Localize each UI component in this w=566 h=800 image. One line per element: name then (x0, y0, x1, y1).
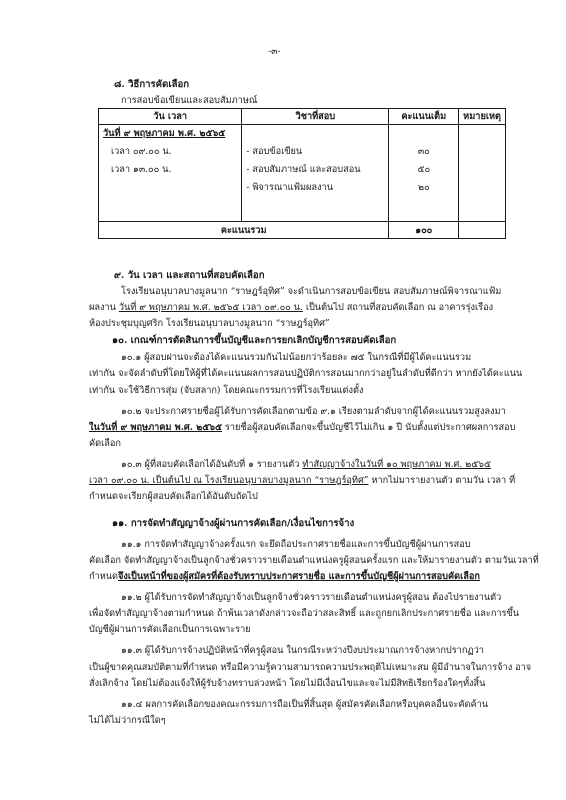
score-portfolio: ๒๐ (417, 182, 430, 193)
score-cell (389, 125, 459, 222)
section-8-title: ๘. วิธีการคัดเลือก (114, 79, 190, 90)
candidate-duty-note: จึงเป็นหน้าที่ของผู้สมัครที่ต้องรับทราบประกาศรายชื่อ และการขึ้นบัญชีผู้ผ่านการสอบคัดเลือก (118, 571, 480, 582)
section-8-subtitle: การสอบข้อเขียนและสอบสัมภาษณ์ (121, 95, 258, 106)
remark-cell (459, 125, 506, 222)
exam-time-2: เวลา ๑๓.๐๐ น. (111, 164, 172, 175)
section-11-2-line-2: เพื่อจัดทำสัญญาจ้างตามกำหนด ถ้าพ้นเวลาดังกล่าวจะถือว่าสละสิทธิ์ และถูกยกเลิกประกาศรายชื่อ และการขึ้น (89, 608, 520, 619)
contract-date: ทำสัญญาจ้างในวันที่ ๑๐ พฤษภาคม พ.ศ. ๒๕๖๕ (302, 459, 491, 470)
score-interview: ๕๐ (417, 164, 431, 175)
section-11-1-line-3: กำหนดจึงเป็นหน้าที่ของผู้สมัครที่ต้องรับทราบประกาศรายชื่อ และการขึ้นบัญชีผู้ผ่านการสอบคัดเลือก (89, 571, 480, 582)
contract-place: เวลา ๐๙.๐๐ น. เป็นต้นไป ณ โรงเรียนอนุบาลบางมูลนาก “ราษฎร์อุทิศ” (89, 475, 369, 486)
section-9-line-1: โรงเรียนอนุบาลบางมูลนาก “ราษฎร์อุทิศ” จะดำเนินการสอบข้อเขียน สอบสัมภาษณ์พิจารณาแฟ้ม (121, 286, 502, 297)
section-10-3-line-3: กำหนดจะเรียกผู้สอบคัดเลือกได้อันดับถัดไป (89, 491, 258, 502)
section-9-line-3: ห้องประชุมบุญศริก โรงเรียนอนุบาลบางมูลนาก “ราษฎร์อุทิศ” (89, 318, 330, 329)
section-10-2-line-2: ในวันที่ ๙ พฤษภาคม พ.ศ. ๒๕๖๕ รายชื่อผู้สอบคัดเลือกจะขึ้นบัญชีไว้ไม่เกิน ๑ ปี นับตั้งแต่ประกาศผลการสอบ (89, 422, 516, 433)
header-subject: วิชาที่สอบ (242, 109, 389, 125)
score-written: ๓๐ (417, 146, 430, 157)
section-11-3-line-1: ๑๑.๓ ผู้ได้รับการจ้างปฏิบัติหน้าที่ครูผู้สอน ในกรณีระหว่างปีงบประมาณการจ้างหากปรากฏว่า (121, 645, 484, 656)
section-11-1-line-1: ๑๑.๑ การจัดทำสัญญาจ้างครั้งแรก จะยึดถือประกาศรายชื่อและการขึ้นบัญชีผู้ผ่านการสอบ (121, 539, 471, 550)
subject-cell (242, 125, 389, 222)
section-9-line-2: ผลงาน วันที่ ๙ พฤษภาคม พ.ศ. ๒๕๖๕ เวลา ๐๙.๐๐ น. เป็นต้นไป สถานที่สอบคัดเลือก ณ อาคารรุ่งเรือง (89, 302, 494, 313)
section-11-2-line-3: บัญชีผู้ผ่านการคัดเลือกเป็นการเฉพาะราย (89, 624, 251, 635)
section-10-1-line-3: เท่ากัน จะใช้วิธีการสุ่ม (จับสลาก) โดยคณะกรรมการที่โรงเรียนแต่งตั้ง (89, 385, 364, 396)
section-10-1-line-2: เท่ากัน จะจัดลำดับที่โดยให้ผู้ที่ได้คะแนนผลการสอนปฏิบัติการสอนมากกว่าอยู่ในลำดับที่ดีกว่า หากยังได้คะแนน (89, 368, 523, 379)
section-10-1-line-1: ๑๐.๑ ผู้สอบผ่านจะต้องได้คะแนนรวมกันไม่น้อยกว่าร้อยละ ๗๕ ในกรณีที่มีผู้ได้คะแนนรวม (121, 352, 472, 363)
total-label: คะแนนรวม (99, 222, 389, 239)
exam-time-1: เวลา ๐๙.๐๐ น. (111, 146, 172, 157)
section-10-2-line-3: คัดเลือก (89, 438, 121, 449)
section-11-2-line-1: ๑๑.๒ ผู้ได้รับการจัดทำสัญญาจ้างเป็นลูกจ้างชั่วคราวรายเดือนตำแหน่งครูผู้สอน ต้องไปรายงานตัว (121, 592, 502, 603)
section-11-title: ๑๑. การจัดทำสัญญาจ้างผู้ผ่านการคัดเลือก/เงื่อนไขการจ้าง (112, 518, 355, 529)
header-datetime: วัน เวลา (99, 109, 242, 125)
subject-portfolio: - พิจารณาแฟ้มผลงาน (246, 182, 333, 193)
total-value: ๑๐๐ (389, 222, 459, 239)
section-11-1-line-2: คัดเลือก จัดทำสัญญาจ้างเป็นลูกจ้างชั่วคราวรายเดือนตำแหน่งครูผู้สอนครั้งแรก และให้มารายงานตัว ตามวันเวลาที่ (89, 555, 539, 566)
section-9-title: ๙. วัน เวลา และสถานที่สอบคัดเลือก (114, 270, 265, 281)
total-remark-cell (459, 222, 506, 239)
exam-schedule-table (98, 108, 506, 239)
announce-date: ในวันที่ ๙ พฤษภาคม พ.ศ. ๒๕๖๕ (89, 422, 222, 433)
header-remark: หมายเหตุ (459, 109, 506, 125)
section-10-title: ๑๐. เกณฑ์การตัดสินการขึ้นบัญชีและการยกเลิกบัญชีการสอบคัดเลือก (112, 335, 397, 346)
page-number: -๓- (268, 46, 281, 57)
exam-date: วันที่ ๙ พฤษภาคม พ.ศ. ๒๕๖๕ (103, 128, 226, 139)
section-10-3-line-1: ๑๐.๓ ผู้ที่สอบคัดเลือกได้อันดับที่ ๑ รายงานตัว ทำสัญญาจ้างในวันที่ ๑๐ พฤษภาคม พ.ศ. ๒๕๖๕ (121, 459, 491, 470)
section-11-4-line-1: ๑๑.๔ ผลการคัดเลือกของคณะกรรมการถือเป็นที่สิ้นสุด ผู้สมัครคัดเลือกหรือบุคคลอื่นจะคัดค้าน (121, 699, 489, 710)
section-11-4-line-2: ไม่ได้ไม่ว่ากรณีใดๆ (89, 715, 166, 726)
header-full-score: คะแนนเต็ม (389, 109, 459, 125)
section-11-3-line-2: เป็นผู้ขาดคุณสมบัติตามที่กำหนด หรือมีความรู้ความสามารถความประพฤติไม่เหมาะสม ผู้มีอำนาจในการจ้าง อาจ (89, 662, 532, 673)
section-11-3-line-3: สั่งเลิกจ้าง โดยไม่ต้องแจ้งให้ผู้รับจ้างทราบล่วงหน้า โดยไม่มีเงื่อนไขและจะไม่มีสิทธิเรียกร้องใดๆทั้งสิ้น (89, 678, 486, 689)
datetime-cell (99, 125, 242, 222)
section-10-2-line-1: ๑๐.๒ จะประกาศรายชื่อผู้ได้รับการคัดเลือกตามข้อ ๙.๑ เรียงตามลำดับจากผู้ได้คะแนนรวมสูงลงมา (121, 406, 506, 417)
subject-written: - สอบข้อเขียน (246, 146, 303, 157)
exam-datetime-underlined: วันที่ ๙ พฤษภาคม พ.ศ. ๒๕๖๕ เวลา ๐๙.๐๐ น. (118, 302, 303, 313)
section-10-3-line-2: เวลา ๐๙.๐๐ น. เป็นต้นไป ณ โรงเรียนอนุบาลบางมูลนาก “ราษฎร์อุทิศ” หากไม่มารายงานตัว ตามวัน เวลา ที่ (89, 475, 516, 486)
subject-interview: - สอบสัมภาษณ์ และสอบสอน (246, 164, 361, 175)
